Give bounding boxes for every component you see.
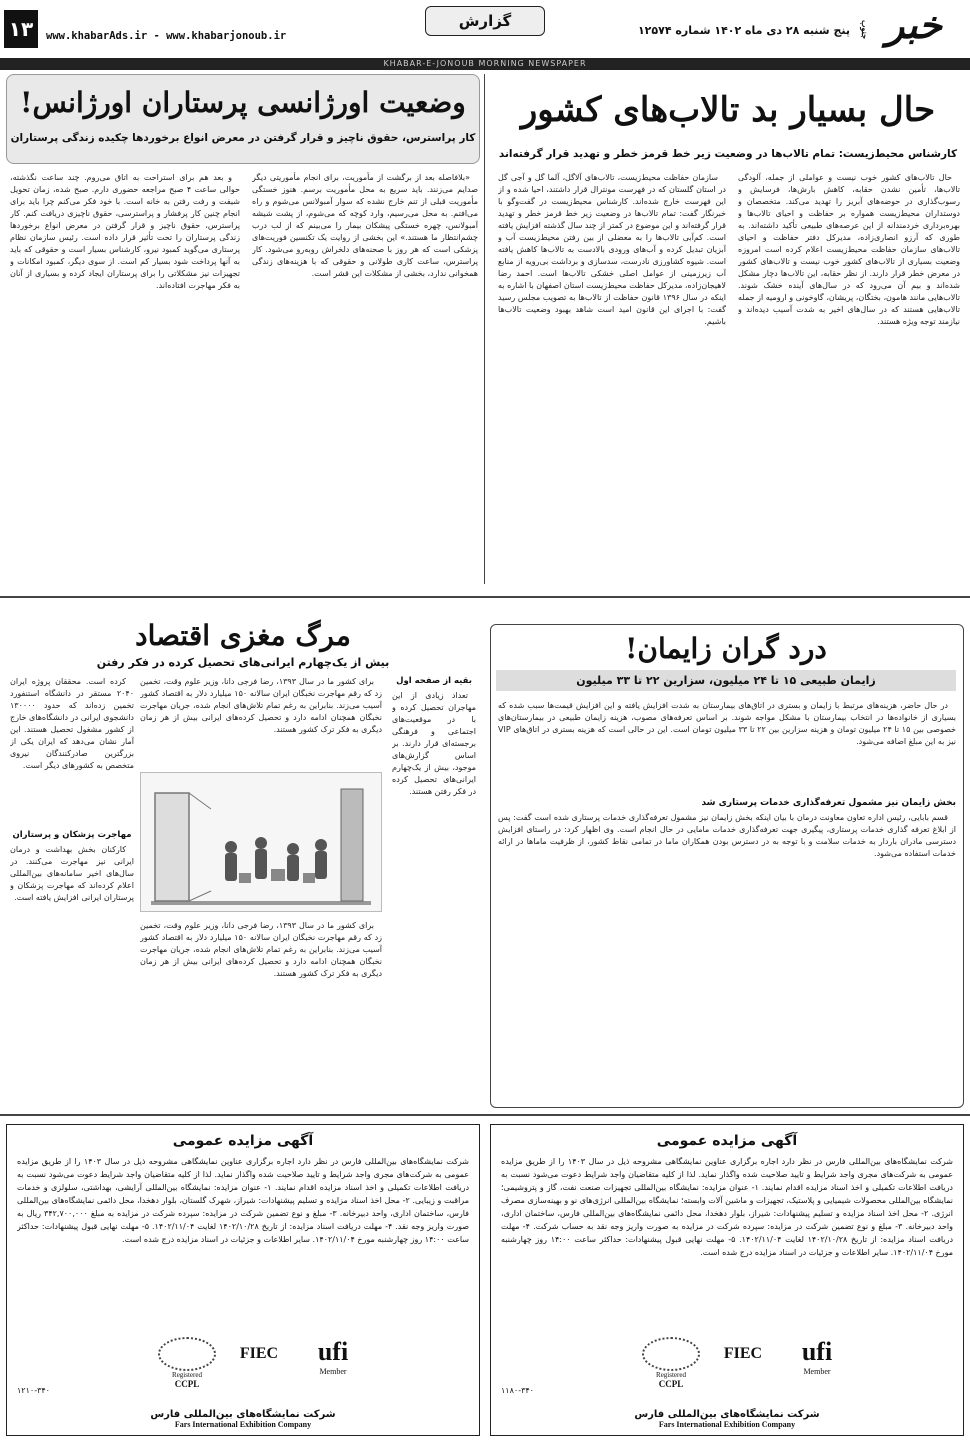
- auction-ad-right: [490, 1124, 964, 1436]
- issue-line: پنج شنبه ۲۸ دی ماه ۱۴۰۲ شماره ۱۲۵۷۴: [637, 24, 850, 37]
- logo-text: خبر: [886, 2, 942, 47]
- ad-body: شرکت نمایشگاه‌های بین‌المللی فارس در نظر دارد اجاره برگزاری عناوین نمایشگاهی مشروحه ذیل در سال ۱۴۰۳ را از طریق مزایده عمومی به شرکت‌های مجری واجد شرایط و تایید صلاحیت شده واگذار نماید. لذا از کلیه متقاضیان واجد شرایط دعوت می‌شود نسبت به دریافت اطلاعات تکمیلی و اخذ اسناد مزایده اقدام نمایند. ۱- عنوان مزایده: نمایشگاه بین‌المللی آرایشی، بهداشتی، سلولزی و خدمات مراقبت و زیبایی. ۲- محل اخذ اسناد مزایده و تسلیم پیشنهادات: شیراز، شهرک گلستان، بلوار دهخدا، محل دائمی نمایشگاه‌های بین‌المللی فارس، ساختمان اداری، واحد دبیرخانه. ۳- مبلغ و نوع تضمین شرکت در مزایده: سپرده شرکت در مزایده به مبلغ ۳۴۲,۷۰۰,۰۰۰ ریال به صورت واریز وجه نقد. ۴- مهلت دریافت اسناد مزایده: از تاریخ ۱۴۰۲/۱۰/۲۸ لغایت ۱۴۰۲/۱۱/۰۴. ۵- مهلت نهایی قبول پیشنهادات: حداکثر ساعت ۱۴:۰۰ روز چهارشنبه مورخ ۱۴۰۲/۱۱/۰۴. سایر اطلاعات و جزئیات در اسناد مزایده درج شده است.: [17, 1157, 469, 1244]
- newspaper-logo: [860, 2, 964, 47]
- ccpl-logo: Registered CCPL: [157, 1337, 217, 1389]
- brain-drain-column-lower: [140, 920, 382, 1102]
- page-number: ۱۳: [4, 10, 38, 48]
- ufi-logo: ufi Member: [317, 1337, 349, 1376]
- brain-drain-headline: مرگ مغزی اقتصاد: [135, 619, 351, 652]
- company-name: شرکت نمایشگاه‌های بین‌المللی فارس: [634, 1409, 820, 1420]
- brain-drain-text-lower: برای کشور ما در سال ۱۳۹۳، رضا فرجی دانا، وزیر علوم وقت، تخمین زد که رقم مهاجرت نخبگان ایران سالانه ۱۵۰ میلیارد دلار به اقتصاد کشور آسیب می‌زند. بنابراین به رغم تمام تلاش‌های انجام شده، جریان مهاجرت نخبگان همچنان ادامه دارد و تحصیل کرده‌های ایرانی بیش از هر زمان دیگری به فکر ترک کشور هستند.: [140, 921, 382, 978]
- wetlands-column-2: [498, 172, 726, 590]
- childbirth-section-head: بخش زایمان نیز مشمول تعرفه‌گذاری خدمات پرستاری شد: [701, 798, 956, 808]
- ads-divider: [0, 1114, 970, 1116]
- brain-drain-side-text: تعداد زیادی از این مهاجران تحصیل کرده و با در موقعیت‌های اجتماعی و فرهنگی برجسته‌ای قرار دارند. بر اساس گزارش‌های موجود، بیش از یک‌چهارم ایرانی‌های تحصیل کرده در فکر رفتن هستند.: [392, 691, 476, 796]
- nurses-subheadline: کار پراسترس، حقوق ناچیز و قرار گرفتن در معرض انواع برخوردها چکیده زندگی پرستاران: [10, 132, 476, 144]
- section-tag: گزارش: [425, 6, 545, 36]
- ufi-logo: ufi Member: [801, 1337, 833, 1376]
- ad-code: ۱۲۱۰-۳۴۰: [17, 1386, 50, 1395]
- nurses-column-2: [10, 172, 240, 590]
- english-banner: KHABAR-E-JONOUB MORNING NEWSPAPER: [0, 58, 970, 70]
- nurses-column-1: [252, 172, 478, 590]
- brain-drain-column-2: [10, 676, 134, 826]
- brain-drain-box-text: کارکنان بخش بهداشت و درمان ایرانی نیز مهاجرت می‌کنند. در سال‌های اخیر سامانه‌های بین‌المللی اعلام کرده‌اند که مهاجرت پزشکان و پرستاران ایرانی افزایش یافته است.: [10, 845, 134, 902]
- fiec-logo: FIEC: [723, 1345, 763, 1362]
- nurses-text-2: و بعد هم برای استراحت به اتاق می‌روم. چند ساعت نگذشته، حوالی ساعت ۴ صبح مراجعه حضوری دارم. صبح شده، زمان تحویل شیفت و رفت رفتن به خانه است. با خود فکر می‌کنم چرا باید برای انجام چنین کار پرفشار و پراسترسی، حقوق ناچیزی دریافت کنم. کار پراسترس، حقوق ناچیز و قرار گرفتن در معرض انواع برخوردها زندگی پرستاران را تحت تأثیر قرار داده است. رئیس سازمان نظام پرستاری می‌گوید کمبود نیرو، کارشناس بسیار است و حقوقی که باید به آنها پرداخت شود بسیار کم است. از سوی دیگر، کمبود امکانات و تجهیزات نیز مشکلاتی را برای پرستاران ایجاد کرده و بسیاری از آنان به فکر مهاجرت افتاده‌اند.: [10, 173, 240, 290]
- auction-ad-left: [6, 1124, 480, 1436]
- brain-drain-text-2: کرده است. محققان پروژه ایران ۲۰۴۰ مستقر در دانشگاه استنفورد تخمین زده‌اند که حدود ۱۳۰۰۰۰ دانشجوی ایرانی در دانشگاه‌های خارج از کشور مشغول تحصیل هستند. این آمار نشان می‌دهد که ایران یکی از بزرگترین صادرکنندگان نیروی متخصص به کشورهای دیگر است.: [10, 677, 134, 770]
- childbirth-subheadline: زایمان طبیعی ۱۵ تا ۲۴ میلیون، سزارین ۲۲ تا ۳۳ میلیون: [496, 670, 956, 691]
- wetlands-column-1: [738, 172, 960, 590]
- wetlands-text-2: سازمان حفاظت محیط‌زیست، تالاب‌های آلاگل، آلما گل و آجی گل در استان گلستان که در فهرست مونترال قرار داشتند، احیا شده و از این فهرست خارج شده‌اند. کارشناس محیط‌زیست در گفت‌وگو با خبرنگار گفت: تمام تالاب‌ها در وضعیت زیر خط قرمز خطر و تهدید قرار گرفته‌اند و این موضوع در کمتر از چند سال گذشته افزایش یافته است. کم‌آبی تالاب‌ها را به معضلی از بین رفتن محیط‌زیست آب و آبزیان تبدیل کرده و آب‌های ورودی بالادست به تالاب‌ها کاهش یافته است. شیوه کشاورزی نادرست، سدسازی و برداشت بی‌رویه از منابع آب زیرزمینی از عوامل اصلی خشکی تالاب‌ها است. احمد رضا لاهیجان‌زاده، مدیرکل حفاظت محیط‌زیست استان اصفهان با اشاره به اینکه در سال ۱۳۹۶ قانون حفاظت از تالاب‌ها به تصویب مجلس رسید گفت: با اجرای این قانون امید است شاهد بهبود وضعیت تالاب‌ها باشیم.: [498, 173, 726, 326]
- company-name: شرکت نمایشگاه‌های بین‌المللی فارس: [150, 1409, 336, 1420]
- brain-drain-side-column: [392, 690, 476, 1102]
- brain-drain-box: [10, 844, 134, 1102]
- brain-drain-side-title: بقیه از صفحه اول: [396, 676, 472, 686]
- brain-drain-subheadline: بیش از یک‌چهارم ایرانی‌های تحصیل کرده در فکر رفتن: [96, 656, 390, 669]
- ad-title: آگهی مزایده عمومی: [656, 1133, 798, 1149]
- ad-title: آگهی مزایده عمومی: [172, 1133, 314, 1149]
- company-name-en: Fars International Exhibition Company: [658, 1420, 796, 1429]
- wetlands-subheadline: کارشناس محیط‌زیست: تمام تالاب‌ها در وضعیت زیر خط قرمز خطر و تهدید قرار گرفته‌اند: [498, 148, 958, 160]
- ad-company: [7, 1409, 479, 1429]
- masthead: [0, 0, 970, 58]
- wetlands-headline: حال بسیار بد تالاب‌های کشور: [520, 90, 936, 130]
- ccpl-logo: Registered CCPL: [641, 1337, 701, 1389]
- brain-drain-text-1: برای کشور ما در سال ۱۳۹۳، رضا فرجی دانا، وزیر علوم وقت، تخمین زد که رقم مهاجرت نخبگان ایران سالانه ۱۵۰ میلیارد دلار به اقتصاد کشور آسیب می‌زند. بنابراین به رغم تمام تلاش‌های انجام شده، جریان مهاجرت نخبگان همچنان ادامه دارد و تحصیل کرده‌های ایرانی بیش از هر زمان دیگری به فکر ترک کشور هستند.: [140, 677, 382, 734]
- brain-drain-column-1: [140, 676, 382, 766]
- childbirth-text-1: در حال حاضر، هزینه‌های مرتبط با زایمان و بستری در اتاق‌های بیمارستان به شدت افزایش یافته و این افزایش قیمت‌ها سبب شده که بسیاری از خانواده‌ها در انتخاب بیمارستان با مشکل مواجه شوند. بر اساس تعرفه‌های مصوب، هزینه زایمان طبیعی در بیمارستان‌های خصوصی بین ۱۵ تا ۲۴ میلیون تومان و هزینه سزارین بین ۲۲ تا ۳۳ میلیون تومان است. این در حالی است که هزینه بستری در اتاق‌های VIP نیز به این مبلغ اضافه می‌شود.: [498, 701, 956, 746]
- ad-company: [491, 1409, 963, 1429]
- column-divider: [484, 74, 485, 584]
- ad-code: ۱۱۸۰-۳۴۰: [501, 1386, 534, 1395]
- ad-logos: [7, 1337, 479, 1397]
- childbirth-headline: درد گران زایمان!: [625, 632, 827, 665]
- company-name-en: Fars International Exhibition Company: [174, 1420, 312, 1429]
- ad-body: شرکت نمایشگاه‌های بین‌المللی فارس در نظر دارد اجاره برگزاری عناوین نمایشگاهی مشروحه ذیل در سال ۱۴۰۳ را از طریق مزایده عمومی به شرکت‌های مجری واجد شرایط و تایید صلاحیت شده واگذار نماید. لذا از کلیه متقاضیان واجد شرایط دعوت می‌شود نسبت به دریافت اطلاعات تکمیلی و اخذ اسناد مزایده اقدام نمایند. ۱- عنوان مزایده: نمایشگاه بین‌المللی تجهیزات صنعت نفت، گاز و پتروشیمی؛ نمایشگاه بین‌المللی محصولات شیمیایی و پلاستیک، تجهیزات و ماشین آلات وابسته؛ نمایشگاه بین‌المللی انرژی‌های نو و بهینه‌سازی مصرف انرژی. ۲- محل اخذ اسناد مزایده و تسلیم پیشنهادات: شیراز، بلوار دهخدا، محل دائمی نمایشگاه‌های بین‌المللی فارس، ساختمان اداری، واحد دبیرخانه. ۳- مبلغ و نوع تضمین شرکت در مزایده: سپرده شرکت در مزایده به صورت واریز وجه نقد به حساب شرکت. ۴- مهلت دریافت اسناد مزایده: از تاریخ ۱۴۰۲/۱۰/۲۸ لغایت ۱۴۰۲/۱۱/۰۴. ۵- مهلت نهایی قبول پیشنهادات: حداکثر ساعت ۱۴:۰۰ روز چهارشنبه مورخ ۱۴۰۲/۱۱/۰۴. سایر اطلاعات و جزئیات در اسناد مزایده درج شده است.: [501, 1157, 953, 1257]
- childbirth-text-2: قسم بابایی، رئیس اداره تعاون معاونت درمان با بیان اینکه بخش زایمان نیز مشمول تعرفه‌گذاری خدمات پرستاری شده است گفت: پس از ابلاغ تعرفه گذاری خدمات پرستاری، پیگیری جهت تعرفه‌گذاری خدمات مامایی در حال انجام است. وی اظهار کرد: در راستای افزایش دسترسی مادران باردار به خدمات سلامت و با توجه به در دسترس بودن همکاران ماما در تمامی نقاط کشور، از ظرفیت ماماها در ارائه خدمات استفاده می‌شود.: [498, 813, 956, 858]
- emigration-cartoon: [140, 772, 382, 912]
- wetlands-text-1: حال تالاب‌های کشور خوب نیست و عواملی از جمله، آلودگی تالاب‌ها، تأمین نشدن حقابه، کاهش بارش‌ها، فرسایش و رسوب‌گذاری در حوضه‌های آبریز را تهدید می‌کند. متخصصان و دوستداران محیط‌زیست همواره بر حفاظت و احیای تالاب‌ها و بهره‌برداری خردمندانه از این عرصه‌های طبیعی تأکید داشته‌اند. به طوری که آرزو انصاری‌زاده، مدیرکل دفتر حفاظت و احیای تالاب‌های سازمان حفاظت محیط‌زیست اعلام کرده است امروزه وضعیت بسیاری از تالاب‌های کشور خوب نیست و تالاب‌های کشور در معرض خطر قرار دارند. از نظر حقابه، این تالاب‌ها دچار مشکل شده‌اند و بیم آن می‌رود که در سال‌های آینده خشک شوند. تالاب‌هایی مانند هامون، بختگان، پریشان، گاوخونی و ارومیه از جمله تالاب‌هایی هستند که در سال‌های اخیر به شدت آسیب دیده‌اند و نیازمند توجه ویژه هستند.: [738, 173, 960, 326]
- nurses-text-1: «بلافاصله بعد از برگشت از مأموریت، برای انجام مأموریتی دیگر صدایم می‌زنند. باید سریع به محل مأموریت برسم. هنوز خستگی مأموریت قبلی از تنم خارج نشده که سوار آمبولانس می‌شوم و راه می‌افتم. به محل می‌رسیم، وارد کوچه که می‌شوم، از پشت شیشه آمبولانس، چهره خستگی پیشکان بیمار را می‌بینم که از لب درب چشم‌انتظار ما هستند.» این بخشی از روایت یک تکنسین فوریت‌های پزشکی است که هر روز با صحنه‌های دلخراش روبه‌رو می‌شود. کار پراسترس، ساعت کاری طولانی و حقوقی که با هزینه‌های زندگی همخوانی ندارد، بخشی از مشکلات این قشر است.: [252, 173, 478, 278]
- childbirth-body-2: [498, 812, 956, 1102]
- cartoon-illustration: [141, 773, 381, 911]
- brain-drain-box-title: مهاجرت پزشکان و پرستاران: [12, 830, 132, 840]
- ad-logos: [491, 1337, 963, 1397]
- site-url[interactable]: www.khabarAds.ir - www.khabarjonoub.ir: [46, 30, 287, 42]
- logo-subtext: جنوب: [860, 20, 870, 40]
- fiec-logo: FIEC: [239, 1345, 279, 1362]
- childbirth-body: [498, 700, 956, 796]
- section-divider: [0, 596, 970, 598]
- nurses-headline: وضعیت اورژانسی پرستاران اورژانس!: [20, 86, 466, 119]
